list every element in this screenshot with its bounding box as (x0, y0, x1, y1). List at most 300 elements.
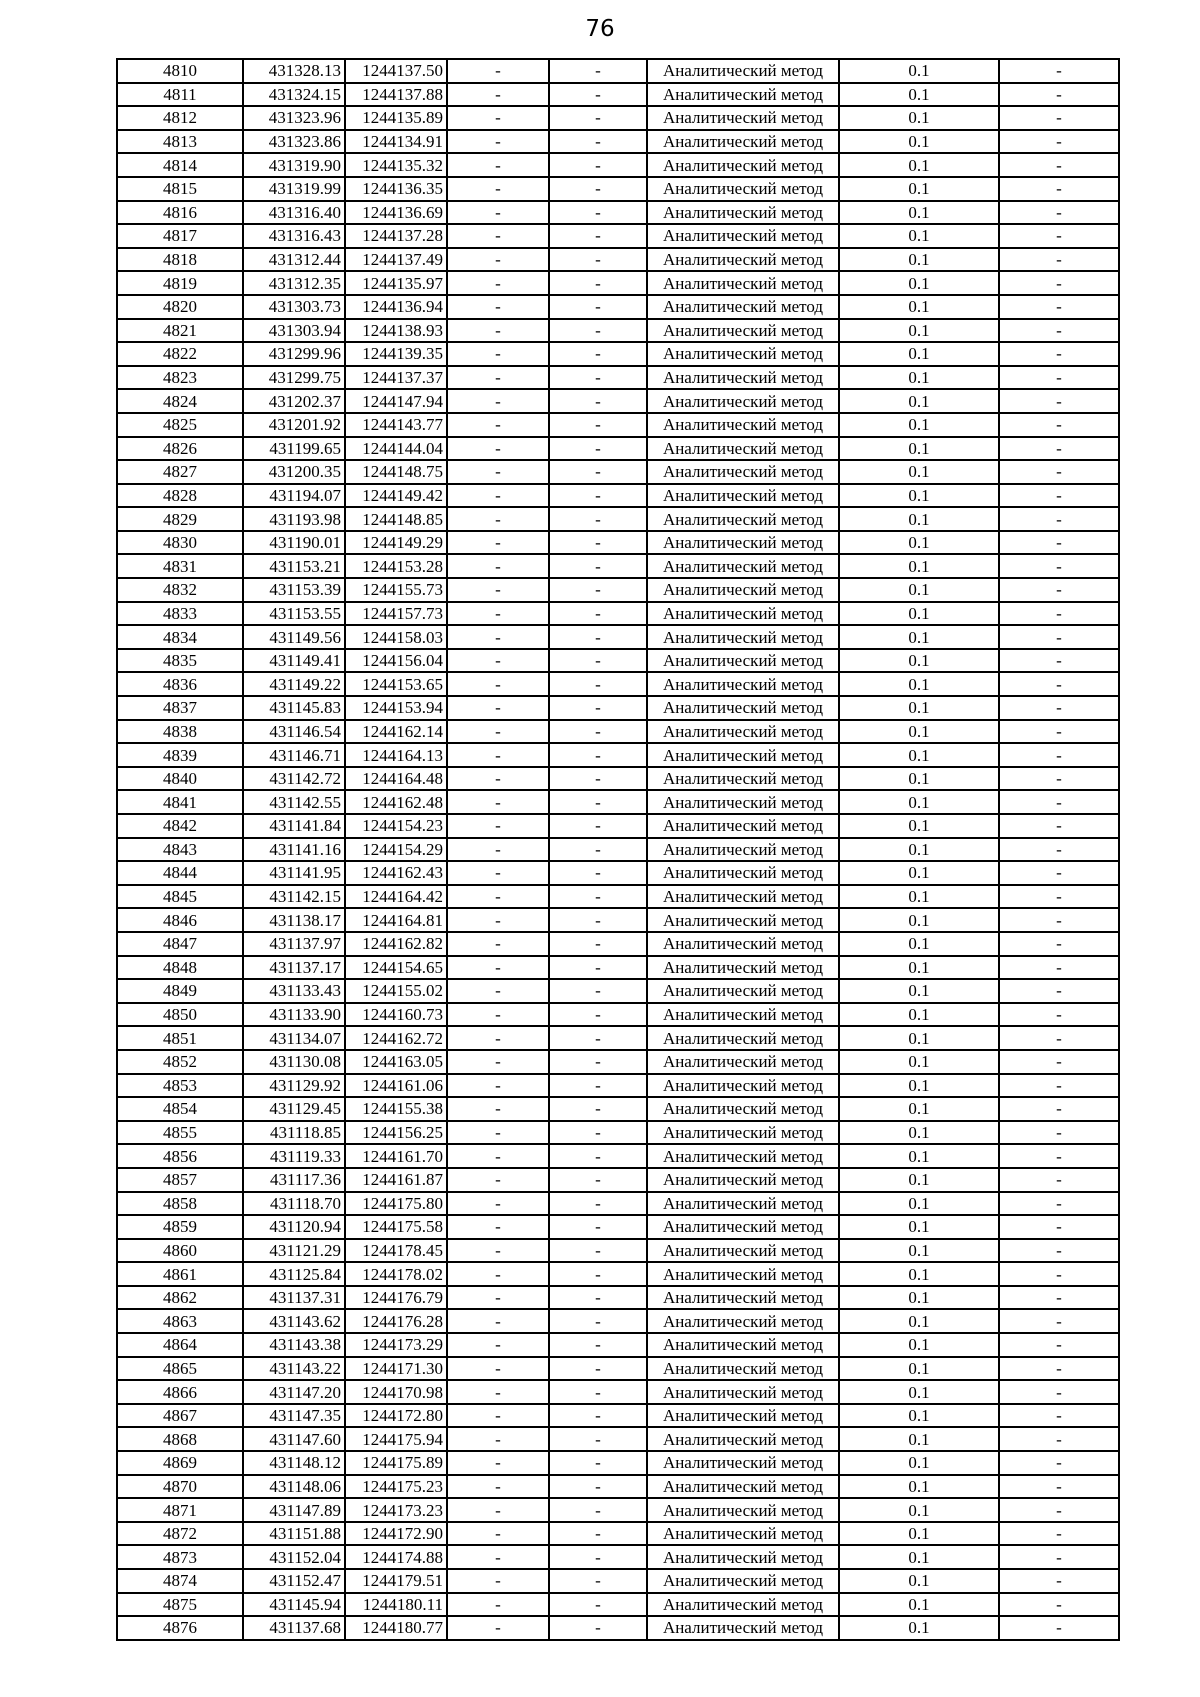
y-coordinate-cell: 1244134.91 (345, 130, 447, 154)
dash-cell: - (549, 389, 647, 413)
dash-cell: - (549, 602, 647, 626)
dash-cell: - (999, 248, 1119, 272)
y-coordinate-cell: 1244160.73 (345, 1003, 447, 1027)
x-coordinate-cell: 431323.96 (243, 106, 345, 130)
dash-cell: - (999, 1498, 1119, 1522)
table-row (117, 861, 1119, 885)
x-coordinate-cell: 431201.92 (243, 413, 345, 437)
table-row (117, 1121, 1119, 1145)
dash-cell: - (447, 437, 549, 461)
dash-cell: - (549, 1074, 647, 1098)
dash-cell: - (447, 1192, 549, 1216)
table-row (117, 484, 1119, 508)
table-row (117, 1593, 1119, 1617)
dash-cell: - (447, 1475, 549, 1499)
x-coordinate-cell: 431137.31 (243, 1286, 345, 1310)
accuracy-cell: 0.1 (839, 1026, 999, 1050)
dash-cell: - (549, 979, 647, 1003)
y-coordinate-cell: 1244178.02 (345, 1262, 447, 1286)
x-coordinate-cell: 431125.84 (243, 1262, 345, 1286)
dash-cell: - (447, 83, 549, 107)
point-number-cell: 4833 (117, 602, 243, 626)
table-row (117, 696, 1119, 720)
table-row (117, 1003, 1119, 1027)
table-row (117, 295, 1119, 319)
y-coordinate-cell: 1244171.30 (345, 1357, 447, 1381)
accuracy-cell: 0.1 (839, 1003, 999, 1027)
y-coordinate-cell: 1244155.38 (345, 1097, 447, 1121)
dash-cell: - (549, 1522, 647, 1546)
point-number-cell: 4855 (117, 1121, 243, 1145)
x-coordinate-cell: 431141.84 (243, 814, 345, 838)
dash-cell: - (447, 1569, 549, 1593)
dash-cell: - (549, 153, 647, 177)
point-number-cell: 4860 (117, 1239, 243, 1263)
accuracy-cell: 0.1 (839, 295, 999, 319)
x-coordinate-cell: 431193.98 (243, 507, 345, 531)
point-number-cell: 4842 (117, 814, 243, 838)
method-cell: Аналитический метод (647, 1192, 839, 1216)
accuracy-cell: 0.1 (839, 1616, 999, 1640)
dash-cell: - (549, 342, 647, 366)
dash-cell: - (549, 1097, 647, 1121)
x-coordinate-cell: 431319.99 (243, 177, 345, 201)
dash-cell: - (999, 59, 1119, 83)
x-coordinate-cell: 431316.43 (243, 224, 345, 248)
y-coordinate-cell: 1244175.80 (345, 1192, 447, 1216)
y-coordinate-cell: 1244155.02 (345, 979, 447, 1003)
point-number-cell: 4859 (117, 1215, 243, 1239)
dash-cell: - (549, 413, 647, 437)
y-coordinate-cell: 1244147.94 (345, 389, 447, 413)
dash-cell: - (999, 1451, 1119, 1475)
accuracy-cell: 0.1 (839, 1239, 999, 1263)
y-coordinate-cell: 1244136.69 (345, 201, 447, 225)
dash-cell: - (549, 625, 647, 649)
dash-cell: - (549, 1357, 647, 1381)
x-coordinate-cell: 431147.60 (243, 1427, 345, 1451)
method-cell: Аналитический метод (647, 1003, 839, 1027)
point-number-cell: 4835 (117, 649, 243, 673)
table-row (117, 1451, 1119, 1475)
point-number-cell: 4819 (117, 271, 243, 295)
method-cell: Аналитический метод (647, 1380, 839, 1404)
x-coordinate-cell: 431145.83 (243, 696, 345, 720)
point-number-cell: 4868 (117, 1427, 243, 1451)
x-coordinate-cell: 431138.17 (243, 908, 345, 932)
y-coordinate-cell: 1244176.28 (345, 1309, 447, 1333)
dash-cell: - (999, 342, 1119, 366)
dash-cell: - (999, 1239, 1119, 1263)
x-coordinate-cell: 431190.01 (243, 531, 345, 555)
dash-cell: - (447, 696, 549, 720)
x-coordinate-cell: 431152.04 (243, 1545, 345, 1569)
point-number-cell: 4815 (117, 177, 243, 201)
dash-cell: - (549, 649, 647, 673)
dash-cell: - (999, 1286, 1119, 1310)
dash-cell: - (999, 625, 1119, 649)
point-number-cell: 4828 (117, 484, 243, 508)
method-cell: Аналитический метод (647, 1215, 839, 1239)
point-number-cell: 4846 (117, 908, 243, 932)
point-number-cell: 4845 (117, 885, 243, 909)
dash-cell: - (447, 413, 549, 437)
x-coordinate-cell: 431147.35 (243, 1404, 345, 1428)
dash-cell: - (999, 908, 1119, 932)
dash-cell: - (999, 83, 1119, 107)
point-number-cell: 4820 (117, 295, 243, 319)
point-number-cell: 4867 (117, 1404, 243, 1428)
accuracy-cell: 0.1 (839, 838, 999, 862)
method-cell: Аналитический метод (647, 484, 839, 508)
method-cell: Аналитический метод (647, 319, 839, 343)
method-cell: Аналитический метод (647, 59, 839, 83)
x-coordinate-cell: 431328.13 (243, 59, 345, 83)
accuracy-cell: 0.1 (839, 83, 999, 107)
dash-cell: - (549, 248, 647, 272)
method-cell: Аналитический метод (647, 271, 839, 295)
point-number-cell: 4834 (117, 625, 243, 649)
dash-cell: - (447, 1309, 549, 1333)
method-cell: Аналитический метод (647, 1121, 839, 1145)
dash-cell: - (999, 1074, 1119, 1098)
point-number-cell: 4850 (117, 1003, 243, 1027)
page-number: 76 (585, 16, 615, 42)
x-coordinate-cell: 431149.41 (243, 649, 345, 673)
dash-cell: - (549, 271, 647, 295)
x-coordinate-cell: 431143.38 (243, 1333, 345, 1357)
table-row (117, 602, 1119, 626)
table-row (117, 531, 1119, 555)
table-row (117, 625, 1119, 649)
table-row (117, 790, 1119, 814)
y-coordinate-cell: 1244136.94 (345, 295, 447, 319)
x-coordinate-cell: 431137.68 (243, 1616, 345, 1640)
x-coordinate-cell: 431319.90 (243, 153, 345, 177)
accuracy-cell: 0.1 (839, 1144, 999, 1168)
dash-cell: - (447, 1357, 549, 1381)
point-number-cell: 4862 (117, 1286, 243, 1310)
dash-cell: - (999, 1475, 1119, 1499)
table-row (117, 1498, 1119, 1522)
method-cell: Аналитический метод (647, 861, 839, 885)
x-coordinate-cell: 431149.22 (243, 672, 345, 696)
x-coordinate-cell: 431137.97 (243, 932, 345, 956)
accuracy-cell: 0.1 (839, 649, 999, 673)
method-cell: Аналитический метод (647, 838, 839, 862)
x-coordinate-cell: 431141.95 (243, 861, 345, 885)
method-cell: Аналитический метод (647, 1026, 839, 1050)
dash-cell: - (549, 1475, 647, 1499)
dash-cell: - (999, 531, 1119, 555)
dash-cell: - (999, 389, 1119, 413)
method-cell: Аналитический метод (647, 578, 839, 602)
table-row (117, 1404, 1119, 1428)
table-row (117, 908, 1119, 932)
accuracy-cell: 0.1 (839, 201, 999, 225)
point-number-cell: 4856 (117, 1144, 243, 1168)
x-coordinate-cell: 431149.56 (243, 625, 345, 649)
dash-cell: - (999, 366, 1119, 390)
point-number-cell: 4870 (117, 1475, 243, 1499)
accuracy-cell: 0.1 (839, 1286, 999, 1310)
dash-cell: - (549, 437, 647, 461)
dash-cell: - (447, 106, 549, 130)
accuracy-cell: 0.1 (839, 625, 999, 649)
dash-cell: - (447, 531, 549, 555)
table-row (117, 248, 1119, 272)
method-cell: Аналитический метод (647, 1498, 839, 1522)
point-number-cell: 4853 (117, 1074, 243, 1098)
accuracy-cell: 0.1 (839, 932, 999, 956)
accuracy-cell: 0.1 (839, 790, 999, 814)
dash-cell: - (549, 366, 647, 390)
method-cell: Аналитический метод (647, 83, 839, 107)
dash-cell: - (549, 1168, 647, 1192)
y-coordinate-cell: 1244137.50 (345, 59, 447, 83)
accuracy-cell: 0.1 (839, 1522, 999, 1546)
table-row (117, 413, 1119, 437)
dash-cell: - (447, 1545, 549, 1569)
dash-cell: - (999, 1569, 1119, 1593)
x-coordinate-cell: 431121.29 (243, 1239, 345, 1263)
y-coordinate-cell: 1244173.29 (345, 1333, 447, 1357)
table-row (117, 106, 1119, 130)
dash-cell: - (999, 1357, 1119, 1381)
x-coordinate-cell: 431148.12 (243, 1451, 345, 1475)
point-number-cell: 4869 (117, 1451, 243, 1475)
accuracy-cell: 0.1 (839, 342, 999, 366)
dash-cell: - (447, 153, 549, 177)
method-cell: Аналитический метод (647, 1404, 839, 1428)
y-coordinate-cell: 1244170.98 (345, 1380, 447, 1404)
dash-cell: - (999, 1522, 1119, 1546)
dash-cell: - (447, 1380, 549, 1404)
y-coordinate-cell: 1244135.32 (345, 153, 447, 177)
dash-cell: - (447, 838, 549, 862)
dash-cell: - (549, 1451, 647, 1475)
dash-cell: - (549, 1569, 647, 1593)
table-row (117, 1309, 1119, 1333)
accuracy-cell: 0.1 (839, 1475, 999, 1499)
accuracy-cell: 0.1 (839, 743, 999, 767)
dash-cell: - (999, 743, 1119, 767)
method-cell: Аналитический метод (647, 672, 839, 696)
x-coordinate-cell: 431134.07 (243, 1026, 345, 1050)
dash-cell: - (999, 720, 1119, 744)
y-coordinate-cell: 1244137.88 (345, 83, 447, 107)
method-cell: Аналитический метод (647, 1357, 839, 1381)
table-row (117, 389, 1119, 413)
y-coordinate-cell: 1244161.70 (345, 1144, 447, 1168)
table-row (117, 59, 1119, 83)
method-cell: Аналитический метод (647, 720, 839, 744)
method-cell: Аналитический метод (647, 1097, 839, 1121)
table-row (117, 177, 1119, 201)
accuracy-cell: 0.1 (839, 224, 999, 248)
y-coordinate-cell: 1244136.35 (345, 177, 447, 201)
point-number-cell: 4857 (117, 1168, 243, 1192)
dash-cell: - (999, 1192, 1119, 1216)
y-coordinate-cell: 1244164.48 (345, 767, 447, 791)
x-coordinate-cell: 431312.35 (243, 271, 345, 295)
dash-cell: - (549, 696, 647, 720)
dash-cell: - (549, 484, 647, 508)
dash-cell: - (999, 437, 1119, 461)
point-number-cell: 4844 (117, 861, 243, 885)
point-number-cell: 4825 (117, 413, 243, 437)
method-cell: Аналитический метод (647, 602, 839, 626)
dash-cell: - (549, 578, 647, 602)
dash-cell: - (549, 106, 647, 130)
dash-cell: - (549, 956, 647, 980)
accuracy-cell: 0.1 (839, 1168, 999, 1192)
table-row (117, 1215, 1119, 1239)
dash-cell: - (549, 1003, 647, 1027)
x-coordinate-cell: 431148.06 (243, 1475, 345, 1499)
x-coordinate-cell: 431142.72 (243, 767, 345, 791)
dash-cell: - (447, 649, 549, 673)
dash-cell: - (447, 814, 549, 838)
dash-cell: - (549, 885, 647, 909)
dash-cell: - (447, 1215, 549, 1239)
y-coordinate-cell: 1244164.13 (345, 743, 447, 767)
x-coordinate-cell: 431153.21 (243, 554, 345, 578)
accuracy-cell: 0.1 (839, 1192, 999, 1216)
y-coordinate-cell: 1244144.04 (345, 437, 447, 461)
point-number-cell: 4827 (117, 460, 243, 484)
dash-cell: - (999, 861, 1119, 885)
table-row (117, 1333, 1119, 1357)
dash-cell: - (999, 1380, 1119, 1404)
table-row (117, 1286, 1119, 1310)
accuracy-cell: 0.1 (839, 672, 999, 696)
method-cell: Аналитический метод (647, 696, 839, 720)
point-number-cell: 4864 (117, 1333, 243, 1357)
dash-cell: - (447, 1168, 549, 1192)
dash-cell: - (447, 720, 549, 744)
dash-cell: - (999, 979, 1119, 1003)
dash-cell: - (999, 177, 1119, 201)
x-coordinate-cell: 431147.89 (243, 1498, 345, 1522)
dash-cell: - (447, 672, 549, 696)
y-coordinate-cell: 1244154.23 (345, 814, 447, 838)
method-cell: Аналитический метод (647, 625, 839, 649)
point-number-cell: 4813 (117, 130, 243, 154)
table-row (117, 201, 1119, 225)
point-number-cell: 4863 (117, 1309, 243, 1333)
x-coordinate-cell: 431146.71 (243, 743, 345, 767)
x-coordinate-cell: 431299.75 (243, 366, 345, 390)
table-row (117, 1475, 1119, 1499)
method-cell: Аналитический метод (647, 1050, 839, 1074)
accuracy-cell: 0.1 (839, 1593, 999, 1617)
dash-cell: - (447, 790, 549, 814)
accuracy-cell: 0.1 (839, 437, 999, 461)
x-coordinate-cell: 431199.65 (243, 437, 345, 461)
dash-cell: - (447, 1333, 549, 1357)
y-coordinate-cell: 1244173.23 (345, 1498, 447, 1522)
table-row (117, 743, 1119, 767)
accuracy-cell: 0.1 (839, 271, 999, 295)
y-coordinate-cell: 1244158.03 (345, 625, 447, 649)
table-row (117, 1545, 1119, 1569)
dash-cell: - (549, 507, 647, 531)
table-row (117, 1427, 1119, 1451)
x-coordinate-cell: 431153.55 (243, 602, 345, 626)
table-row (117, 979, 1119, 1003)
dash-cell: - (549, 1498, 647, 1522)
dash-cell: - (999, 814, 1119, 838)
method-cell: Аналитический метод (647, 908, 839, 932)
dash-cell: - (447, 1451, 549, 1475)
method-cell: Аналитический метод (647, 413, 839, 437)
accuracy-cell: 0.1 (839, 1380, 999, 1404)
accuracy-cell: 0.1 (839, 1451, 999, 1475)
dash-cell: - (999, 1593, 1119, 1617)
method-cell: Аналитический метод (647, 130, 839, 154)
point-number-cell: 4861 (117, 1262, 243, 1286)
table-row (117, 885, 1119, 909)
dash-cell: - (447, 342, 549, 366)
dash-cell: - (447, 625, 549, 649)
point-number-cell: 4854 (117, 1097, 243, 1121)
x-coordinate-cell: 431133.43 (243, 979, 345, 1003)
dash-cell: - (999, 319, 1119, 343)
dash-cell: - (549, 177, 647, 201)
dash-cell: - (999, 1144, 1119, 1168)
y-coordinate-cell: 1244161.06 (345, 1074, 447, 1098)
dash-cell: - (999, 696, 1119, 720)
dash-cell: - (549, 908, 647, 932)
point-number-cell: 4831 (117, 554, 243, 578)
dash-cell: - (447, 1262, 549, 1286)
point-number-cell: 4847 (117, 932, 243, 956)
table-row (117, 649, 1119, 673)
accuracy-cell: 0.1 (839, 59, 999, 83)
dash-cell: - (999, 1050, 1119, 1074)
y-coordinate-cell: 1244149.42 (345, 484, 447, 508)
x-coordinate-cell: 431120.94 (243, 1215, 345, 1239)
dash-cell: - (999, 602, 1119, 626)
dash-cell: - (999, 1333, 1119, 1357)
accuracy-cell: 0.1 (839, 554, 999, 578)
method-cell: Аналитический метод (647, 1168, 839, 1192)
y-coordinate-cell: 1244179.51 (345, 1569, 447, 1593)
dash-cell: - (999, 1121, 1119, 1145)
method-cell: Аналитический метод (647, 956, 839, 980)
y-coordinate-cell: 1244172.90 (345, 1522, 447, 1546)
dash-cell: - (999, 1309, 1119, 1333)
dash-cell: - (999, 130, 1119, 154)
point-number-cell: 4838 (117, 720, 243, 744)
accuracy-cell: 0.1 (839, 106, 999, 130)
dash-cell: - (999, 106, 1119, 130)
method-cell: Аналитический метод (647, 224, 839, 248)
point-number-cell: 4848 (117, 956, 243, 980)
point-number-cell: 4816 (117, 201, 243, 225)
accuracy-cell: 0.1 (839, 767, 999, 791)
dash-cell: - (549, 1333, 647, 1357)
y-coordinate-cell: 1244178.45 (345, 1239, 447, 1263)
table-row (117, 153, 1119, 177)
point-number-cell: 4818 (117, 248, 243, 272)
method-cell: Аналитический метод (647, 1239, 839, 1263)
dash-cell: - (999, 885, 1119, 909)
y-coordinate-cell: 1244154.65 (345, 956, 447, 980)
accuracy-cell: 0.1 (839, 1262, 999, 1286)
accuracy-cell: 0.1 (839, 1215, 999, 1239)
